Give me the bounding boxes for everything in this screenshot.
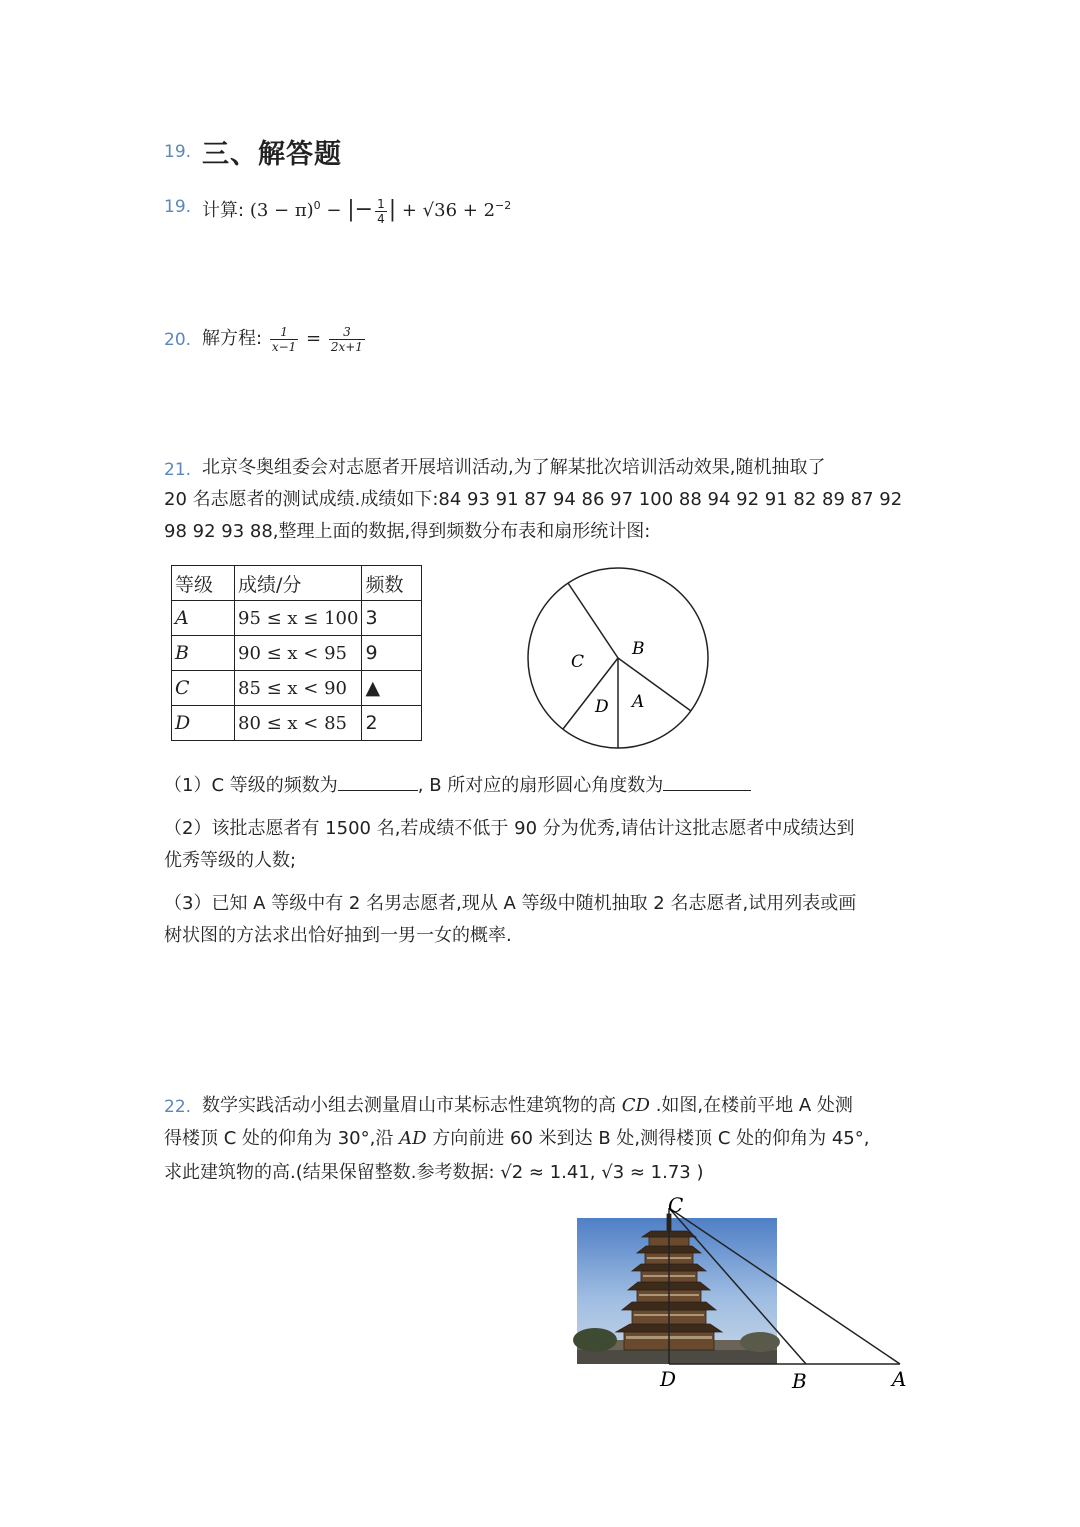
q21-number: 21. — [164, 460, 192, 480]
q19-expr-a: (3 − π) — [249, 200, 314, 221]
point-label-a: A — [892, 1367, 907, 1391]
q20-number: 20. — [164, 330, 192, 350]
table-cell-grade: B — [172, 636, 235, 671]
section-number: 19. — [164, 142, 192, 162]
q22-line2-b: 方向前进 60 米到达 B 处,测得楼顶 C 处的仰角为 45°, — [432, 1128, 870, 1149]
part1-text-a: （1）C 等级的频数为 — [164, 775, 338, 796]
header-grade: 等级 — [172, 566, 235, 601]
pie-label-c: C — [571, 652, 585, 672]
q20-right-fraction: $\frac{3}{2x+1}$ — [330, 324, 363, 354]
table-cell-frequency: ▲ — [362, 671, 422, 706]
part1-blank-a[interactable] — [338, 772, 418, 791]
pie-divider-bc — [568, 583, 618, 658]
q19-expr-b: − — [326, 200, 348, 221]
pagoda-photo — [573, 1214, 780, 1364]
q22-var-ad: AD — [399, 1128, 427, 1149]
pie-label-a: A — [632, 692, 645, 712]
section-title: 三、解答题 — [202, 139, 342, 170]
table-row — [172, 706, 422, 741]
header-score: 成绩/分 — [235, 566, 362, 601]
q20-text — [202, 323, 367, 355]
q21-part2-line1: （2）该批志愿者有 1500 名,若成绩不低于 90 分为优秀,请估计这批志愿者中成绩达到 — [164, 818, 855, 839]
q20-equals: = — [306, 328, 322, 349]
table-cell-grade: C — [172, 671, 235, 706]
q22-line2 — [164, 1123, 870, 1155]
q19-exp-c: −2 — [495, 199, 512, 212]
pie-divider-ab — [618, 658, 691, 711]
q22-line1-b: .如图,在楼前平地 A 处测 — [655, 1095, 853, 1116]
q21-part1 — [164, 770, 751, 802]
q22-line1 — [202, 1090, 853, 1122]
q19-text: 计算: $(3 - \pi)^0$ − |− $\frac{1}{4}$ | + $√36 + 2^{-2}$ — [202, 196, 512, 226]
q21-line2: 20 名志愿者的测试成绩.成绩如下:84 93 91 87 94 86 97 100 88 94 92 91 82 89 87 92 — [164, 489, 903, 510]
pie-chart — [520, 560, 720, 760]
table-row — [172, 601, 422, 636]
table-cell-frequency: 3 — [362, 601, 422, 636]
q21-part3-line2: 树状图的方法求出恰好抽到一男一女的概率. — [164, 925, 512, 946]
pie-label-d: D — [595, 697, 609, 717]
table-cell-range: 80 ≤ x < 85 — [235, 706, 362, 741]
q20-left-fraction: $\frac{1}{x-1}$ — [271, 324, 297, 354]
q19-exp-a: 0 — [313, 199, 321, 212]
pie-label-b: B — [632, 639, 645, 659]
q22-line1-a: 数学实践活动小组去测量眉山市某标志性建筑物的高 — [202, 1095, 616, 1116]
table-cell-grade: A — [172, 601, 235, 636]
q19-fraction: $\frac{1}{4}$ — [377, 196, 385, 226]
point-label-c: C — [668, 1193, 684, 1217]
table-row — [172, 671, 422, 706]
table-header-row — [172, 566, 422, 601]
q22-figure — [560, 1190, 920, 1400]
q19-expr-c: + √36 + 2 — [401, 200, 496, 221]
q20-label: 解方程: — [202, 328, 263, 349]
frequency-table — [171, 565, 422, 741]
table-cell-range: 95 ≤ x ≤ 100 — [235, 601, 362, 636]
part1-text-b: , B 所对应的扇形圆心角度数为 — [417, 775, 664, 796]
q19-number: 19. — [164, 197, 192, 217]
part1-blank-b[interactable] — [663, 772, 751, 791]
q21-line1: 北京冬奥组委会对志愿者开展培训活动,为了解某批次培训活动效果,随机抽取了 — [202, 457, 826, 478]
q21-line3: 98 92 93 88,整理上面的数据,得到频数分布表和扇形统计图: — [164, 521, 651, 542]
q22-line3: 求此建筑物的高.(结果保留整数.参考数据: √2 ≈ 1.41, √3 ≈ 1.73 ) — [164, 1162, 704, 1183]
q22-number: 22. — [164, 1097, 192, 1117]
table-cell-range: 90 ≤ x < 95 — [235, 636, 362, 671]
point-label-d: D — [660, 1367, 677, 1391]
header-frequency: 频数 — [362, 566, 422, 601]
table-cell-frequency: 2 — [362, 706, 422, 741]
q21-part3-line1: （3）已知 A 等级中有 2 名男志愿者,现从 A 等级中随机抽取 2 名志愿者,试用列表或画 — [164, 893, 857, 914]
q22-var-cd: CD — [621, 1095, 650, 1116]
q21-part2-line2: 优秀等级的人数; — [164, 850, 297, 871]
q22-line2-a: 得楼顶 C 处的仰角为 30°,沿 — [164, 1128, 394, 1149]
table-row — [172, 636, 422, 671]
table-cell-grade: D — [172, 706, 235, 741]
table-cell-frequency: 9 — [362, 636, 422, 671]
table-cell-range: 85 ≤ x < 90 — [235, 671, 362, 706]
q19-label: 计算: — [202, 200, 245, 221]
point-label-b: B — [792, 1369, 807, 1393]
